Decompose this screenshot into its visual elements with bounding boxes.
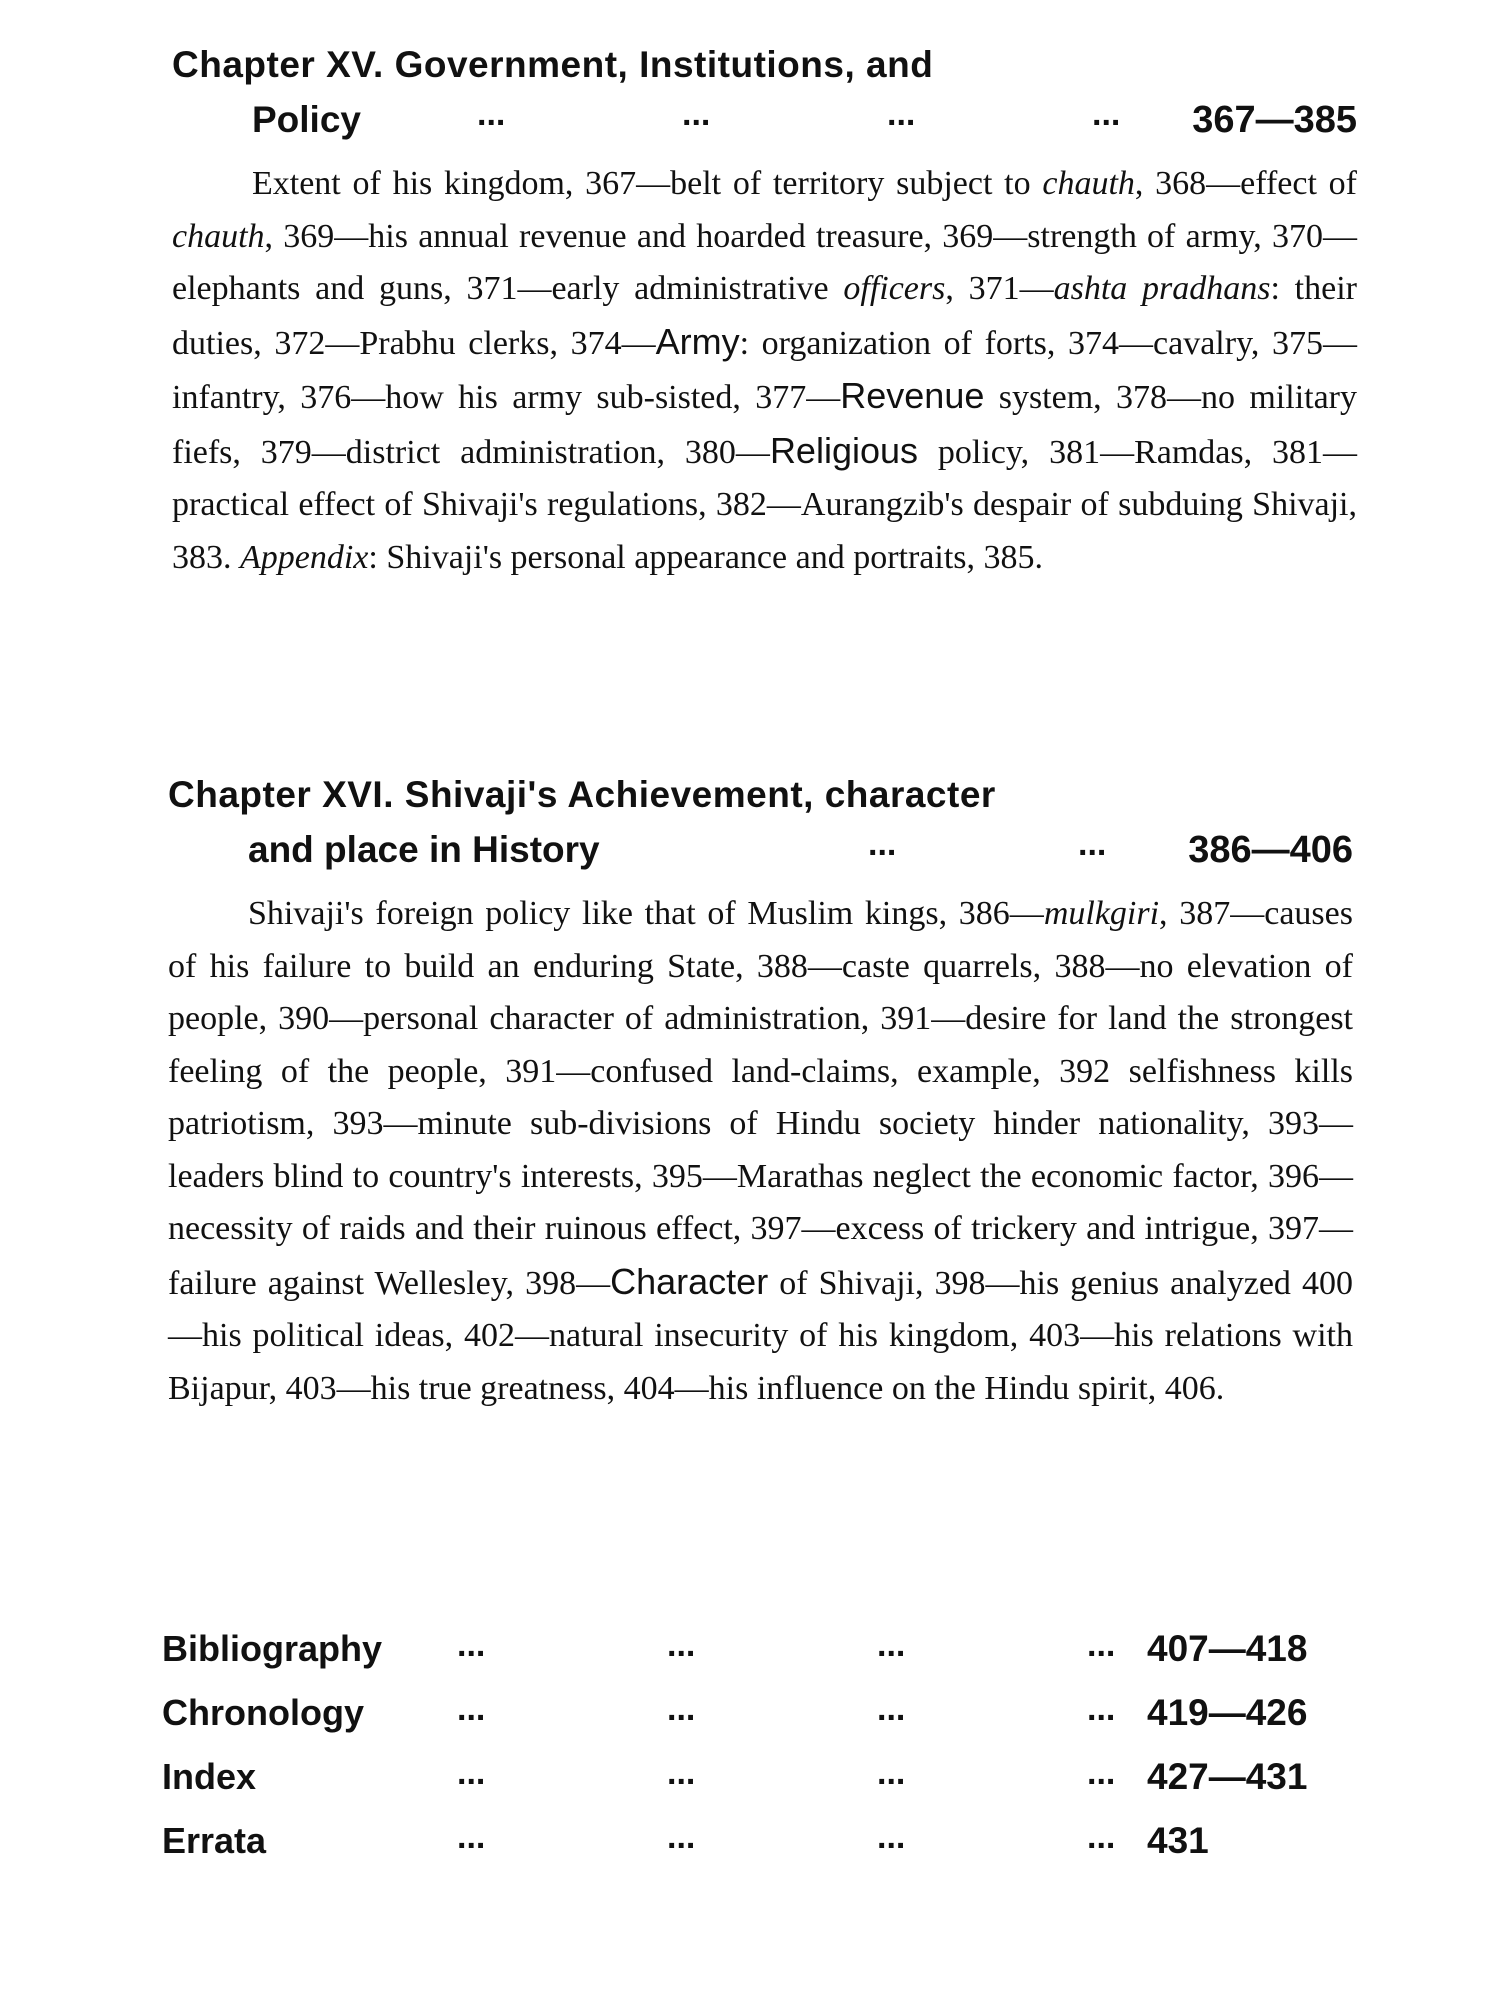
back-matter-label: Index	[162, 1756, 257, 1797]
summary-segment: Appendix	[240, 538, 369, 576]
chapter-16-entry	[168, 768, 1353, 1449]
summary-segment: , 369—his annual revenue and hoarded treasure, 369—strength of army, 370—elephants and guns, 371—early administrative	[172, 217, 1357, 307]
summary-segment: mulkgiri	[1043, 895, 1160, 932]
page-range: 419—426	[1147, 1692, 1308, 1733]
leader-dots: ...	[477, 95, 506, 133]
summary-segment: , 387—causes of his failure to build an enduring State, 388—caste quarrels, 388—no elevation of people, 390—personal character of administration, 391—desire for land the strongest feeling of the people, 391—confused land-claims, example, 392 selfishness kills patriotism, 393—minute sub-divisions of Hindu society hinder nationality, 393—leaders blind to country's interests, 395—Marathas neglect the economic factor, 396—necessity of raids and their ruinous effect, 397—excess of trickery and intrigue, 397—failure against Wellesley, 398—	[168, 895, 1353, 1302]
leader-dots: ...	[1078, 825, 1107, 863]
summary-segment: of Shivaji, 398—his genius analyzed 400—his political ideas, 402—natural insecurity of his kingdom, 403—his relations with Bijapur, 403—his true greatness, 404—his influence on the Hindu spirit, 406.	[168, 1264, 1354, 1407]
summary-segment: Religious	[769, 429, 919, 471]
chapter-title-line2	[172, 92, 1357, 148]
leader-dots: ...	[877, 1818, 906, 1856]
back-matter-chronology	[162, 1681, 1347, 1745]
chapter-title: Chapter XV. Government, Institutions, and	[172, 44, 934, 85]
leader-dots: ...	[457, 1818, 486, 1856]
leader-dots: ...	[1087, 1818, 1116, 1856]
summary-segment: ashta pradhans	[1053, 270, 1271, 307]
chapter-summary	[168, 888, 1353, 1415]
leader-dots: ...	[682, 95, 711, 133]
back-matter-label: Chronology	[162, 1692, 364, 1733]
chapter-subtitle: and place in History	[248, 829, 600, 870]
summary-segment: Army	[655, 320, 740, 362]
leader-dots: ...	[457, 1626, 486, 1664]
leader-dots: ...	[457, 1754, 486, 1792]
summary-segment: chauth	[1042, 165, 1135, 202]
leader-dots: ...	[667, 1818, 696, 1856]
summary-segment: : Shivaji's personal appearance and portraits, 385.	[368, 538, 1043, 576]
summary-segment: : organization of forts, 374—cavalry, 375—infantry, 376—how his army sub-sisted, 377—	[172, 324, 1357, 416]
page-range: 431	[1147, 1820, 1209, 1861]
summary-segment: officers	[843, 270, 946, 307]
summary-segment: Shivaji's foreign policy like that of Muslim kings, 386—	[248, 895, 1044, 932]
leader-dots: ...	[667, 1690, 696, 1728]
page-range: 367—385	[1192, 99, 1357, 141]
leader-dots: ...	[457, 1690, 486, 1728]
back-matter-index	[162, 1745, 1347, 1809]
summary-segment: Character	[610, 1260, 769, 1302]
chapter-15-entry	[172, 38, 1357, 618]
chapter-title-line2	[168, 822, 1353, 878]
leader-dots: ...	[1087, 1690, 1116, 1728]
leader-dots: ...	[877, 1754, 906, 1792]
leader-dots: ...	[667, 1754, 696, 1792]
leader-dots: ...	[1092, 95, 1121, 133]
summary-segment: chauth	[172, 217, 265, 255]
leader-dots: ...	[667, 1626, 696, 1664]
chapter-title: Chapter XVI. Shivaji's Achievement, character	[168, 774, 996, 815]
leader-dots: ...	[877, 1690, 906, 1728]
summary-segment: , 371—	[945, 270, 1054, 307]
summary-segment: Revenue	[840, 375, 985, 416]
back-matter-errata	[162, 1809, 1347, 1873]
summary-segment: : their duties, 372—Prabhu clerks, 374—	[172, 270, 1357, 362]
leader-dots: ...	[1087, 1626, 1116, 1664]
chapter-subtitle: Policy	[252, 99, 361, 140]
back-matter-label: Bibliography	[162, 1628, 383, 1669]
page-range: 427—431	[1147, 1756, 1308, 1797]
leader-dots: ...	[868, 825, 897, 863]
chapter-summary	[172, 158, 1357, 584]
back-matter-label: Errata	[162, 1820, 267, 1861]
back-matter-bibliography	[162, 1617, 1347, 1681]
leader-dots: ...	[1087, 1754, 1116, 1792]
leader-dots: ...	[887, 95, 916, 133]
summary-segment: Extent of his kingdom, 367—belt of territory subject to	[252, 165, 1043, 202]
summary-segment: policy, 381—Ramdas, 381—practical effect of Shivaji's regulations, 382—Aurangzib's despair of subduing Shivaji, 383.	[172, 433, 1357, 576]
back-matter-list	[162, 1617, 1347, 1873]
page-range: 386—406	[1188, 829, 1353, 871]
summary-segment: , 368—effect of	[1134, 165, 1357, 202]
page-range: 407—418	[1147, 1628, 1308, 1669]
summary-segment: system, 378—no military fiefs, 379—district administration, 380—	[172, 379, 1357, 471]
leader-dots: ...	[877, 1626, 906, 1664]
